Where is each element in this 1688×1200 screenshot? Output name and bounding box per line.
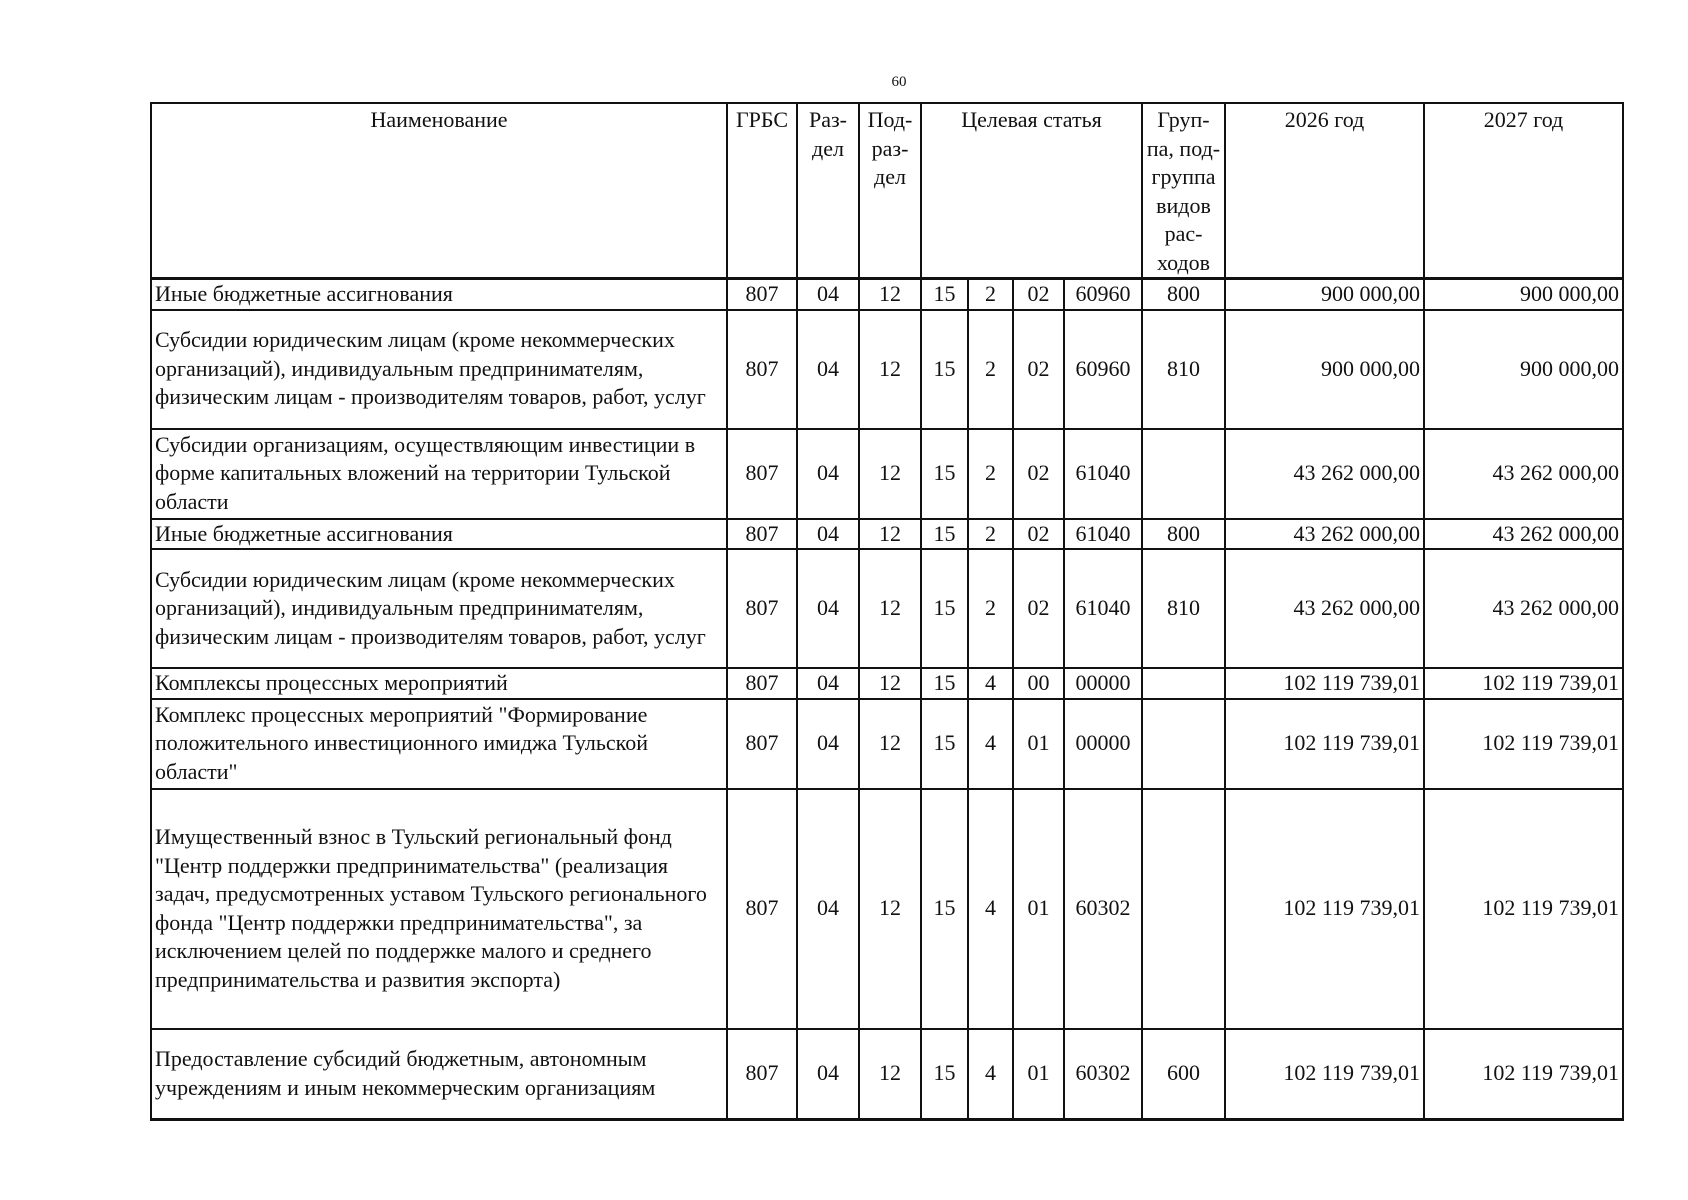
podrazdel-cell: 12 xyxy=(859,429,921,519)
podrazdel-cell: 12 xyxy=(859,668,921,699)
row-name: Иные бюджетные ассигнования xyxy=(151,279,727,310)
table-row xyxy=(151,310,1623,429)
target-structure-cell: 02 xyxy=(1013,279,1064,310)
target-program-cell: 15 xyxy=(921,789,968,1029)
expense-group-cell xyxy=(1142,789,1225,1029)
target-direction-cell: 60302 xyxy=(1064,1029,1142,1120)
amount-2026-cell: 43 262 000,00 xyxy=(1225,519,1424,550)
target-type-cell: 2 xyxy=(968,279,1013,310)
table-row xyxy=(151,699,1623,789)
table-row xyxy=(151,789,1623,1029)
header-razdel: Раз- дел xyxy=(797,103,859,279)
target-structure-cell: 02 xyxy=(1013,310,1064,429)
podrazdel-cell: 12 xyxy=(859,789,921,1029)
razdel-cell: 04 xyxy=(797,699,859,789)
expense-group-cell: 800 xyxy=(1142,279,1225,310)
podrazdel-cell: 12 xyxy=(859,1029,921,1120)
grbs-cell: 807 xyxy=(727,1029,797,1120)
header-grbs: ГРБС xyxy=(727,103,797,279)
grbs-cell: 807 xyxy=(727,429,797,519)
amount-2027-cell: 43 262 000,00 xyxy=(1424,429,1623,519)
row-name: Имущественный взнос в Тульский региональный фонд "Центр поддержки предпринимательства" (реализация задач, предусмотренных уставом Тульского регионального фонда "Центр поддержки предпринимательства", за исключением целей по поддержке малого и среднего предпринимательства и развития экспорта) xyxy=(151,789,727,1029)
razdel-cell: 04 xyxy=(797,310,859,429)
page-number: 60 xyxy=(891,74,907,90)
target-program-cell: 15 xyxy=(921,279,968,310)
amount-2026-cell: 900 000,00 xyxy=(1225,279,1424,310)
target-program-cell: 15 xyxy=(921,1029,968,1120)
amount-2026-cell: 900 000,00 xyxy=(1225,310,1424,429)
header-name: Наименование xyxy=(151,103,727,279)
header-year-2026: 2026 год xyxy=(1225,103,1424,279)
target-direction-cell: 00000 xyxy=(1064,668,1142,699)
target-structure-cell: 00 xyxy=(1013,668,1064,699)
header-target-article: Целевая статья xyxy=(921,103,1142,279)
target-type-cell: 4 xyxy=(968,668,1013,699)
target-structure-cell: 01 xyxy=(1013,699,1064,789)
target-type-cell: 4 xyxy=(968,1029,1013,1120)
target-structure-cell: 02 xyxy=(1013,549,1064,668)
target-structure-cell: 02 xyxy=(1013,519,1064,550)
amount-2027-cell: 43 262 000,00 xyxy=(1424,549,1623,668)
target-type-cell: 4 xyxy=(968,789,1013,1029)
expense-group-cell: 810 xyxy=(1142,310,1225,429)
header-year-2027: 2027 год xyxy=(1424,103,1623,279)
target-program-cell: 15 xyxy=(921,668,968,699)
amount-2026-cell: 102 119 739,01 xyxy=(1225,668,1424,699)
amount-2027-cell: 43 262 000,00 xyxy=(1424,519,1623,550)
amount-2027-cell: 102 119 739,01 xyxy=(1424,668,1623,699)
table-row xyxy=(151,1029,1623,1120)
target-direction-cell: 00000 xyxy=(1064,699,1142,789)
amount-2027-cell: 102 119 739,01 xyxy=(1424,699,1623,789)
podrazdel-cell: 12 xyxy=(859,519,921,550)
razdel-cell: 04 xyxy=(797,279,859,310)
row-name: Субсидии юридическим лицам (кроме некоммерческих организаций), индивидуальным предпринимателям, физическим лицам - производителям товаров, работ, услуг xyxy=(151,549,727,668)
target-type-cell: 2 xyxy=(968,429,1013,519)
target-direction-cell: 61040 xyxy=(1064,519,1142,550)
amount-2027-cell: 102 119 739,01 xyxy=(1424,1029,1623,1120)
row-name: Иные бюджетные ассигнования xyxy=(151,519,727,550)
budget-table xyxy=(150,102,1624,1121)
expense-group-cell: 600 xyxy=(1142,1029,1225,1120)
amount-2026-cell: 43 262 000,00 xyxy=(1225,429,1424,519)
row-name: Субсидии организациям, осуществляющим инвестиции в форме капитальных вложений на территории Тульской области xyxy=(151,429,727,519)
amount-2027-cell: 900 000,00 xyxy=(1424,279,1623,310)
target-direction-cell: 60960 xyxy=(1064,279,1142,310)
target-program-cell: 15 xyxy=(921,699,968,789)
amount-2027-cell: 900 000,00 xyxy=(1424,310,1623,429)
target-direction-cell: 61040 xyxy=(1064,549,1142,668)
table-body xyxy=(151,279,1623,1120)
grbs-cell: 807 xyxy=(727,699,797,789)
grbs-cell: 807 xyxy=(727,279,797,310)
expense-group-cell xyxy=(1142,668,1225,699)
table-row xyxy=(151,519,1623,550)
razdel-cell: 04 xyxy=(797,429,859,519)
row-name: Комплексы процессных мероприятий xyxy=(151,668,727,699)
expense-group-cell: 810 xyxy=(1142,549,1225,668)
header-expense-group: Груп- па, под- группа видов рас- ходов xyxy=(1142,103,1225,279)
amount-2026-cell: 102 119 739,01 xyxy=(1225,699,1424,789)
grbs-cell: 807 xyxy=(727,519,797,550)
table-row xyxy=(151,549,1623,668)
target-type-cell: 2 xyxy=(968,519,1013,550)
table-row xyxy=(151,429,1623,519)
target-direction-cell: 61040 xyxy=(1064,429,1142,519)
target-direction-cell: 60960 xyxy=(1064,310,1142,429)
amount-2026-cell: 102 119 739,01 xyxy=(1225,1029,1424,1120)
target-type-cell: 2 xyxy=(968,310,1013,429)
podrazdel-cell: 12 xyxy=(859,310,921,429)
target-program-cell: 15 xyxy=(921,429,968,519)
podrazdel-cell: 12 xyxy=(859,699,921,789)
grbs-cell: 807 xyxy=(727,789,797,1029)
target-structure-cell: 01 xyxy=(1013,789,1064,1029)
grbs-cell: 807 xyxy=(727,668,797,699)
target-program-cell: 15 xyxy=(921,310,968,429)
table-row xyxy=(151,668,1623,699)
target-program-cell: 15 xyxy=(921,549,968,668)
razdel-cell: 04 xyxy=(797,789,859,1029)
razdel-cell: 04 xyxy=(797,1029,859,1120)
table-row xyxy=(151,279,1623,310)
grbs-cell: 807 xyxy=(727,549,797,668)
razdel-cell: 04 xyxy=(797,668,859,699)
target-program-cell: 15 xyxy=(921,519,968,550)
podrazdel-cell: 12 xyxy=(859,279,921,310)
expense-group-cell xyxy=(1142,429,1225,519)
podrazdel-cell: 12 xyxy=(859,549,921,668)
target-structure-cell: 01 xyxy=(1013,1029,1064,1120)
razdel-cell: 04 xyxy=(797,549,859,668)
row-name: Субсидии юридическим лицам (кроме некоммерческих организаций), индивидуальным предпринимателям, физическим лицам - производителям товаров, работ, услуг xyxy=(151,310,727,429)
header-podrazdel: Под- раз- дел xyxy=(859,103,921,279)
amount-2026-cell: 102 119 739,01 xyxy=(1225,789,1424,1029)
target-direction-cell: 60302 xyxy=(1064,789,1142,1029)
amount-2026-cell: 43 262 000,00 xyxy=(1225,549,1424,668)
target-structure-cell: 02 xyxy=(1013,429,1064,519)
expense-group-cell xyxy=(1142,699,1225,789)
razdel-cell: 04 xyxy=(797,519,859,550)
amount-2027-cell: 102 119 739,01 xyxy=(1424,789,1623,1029)
grbs-cell: 807 xyxy=(727,310,797,429)
target-type-cell: 4 xyxy=(968,699,1013,789)
row-name: Комплекс процессных мероприятий "Формирование положительного инвестиционного имиджа Тульской области" xyxy=(151,699,727,789)
row-name: Предоставление субсидий бюджетным, автономным учреждениям и иным некоммерческим организациям xyxy=(151,1029,727,1120)
expense-group-cell: 800 xyxy=(1142,519,1225,550)
header-row xyxy=(151,103,1623,279)
target-type-cell: 2 xyxy=(968,549,1013,668)
